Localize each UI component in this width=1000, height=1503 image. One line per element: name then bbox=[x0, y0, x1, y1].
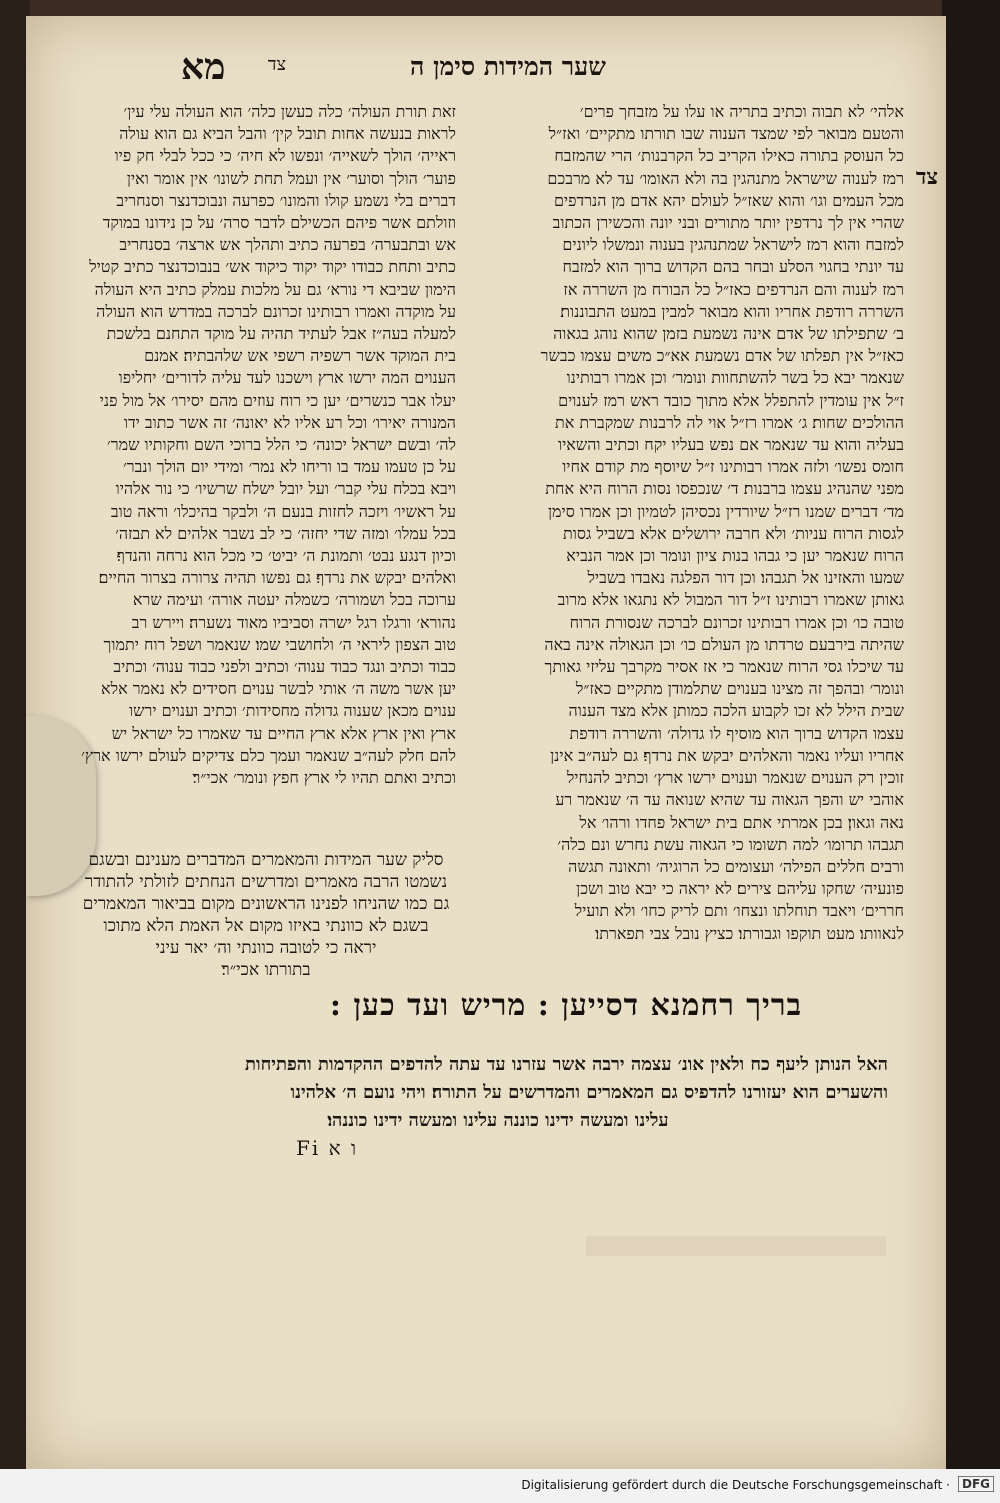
text-line: אוהבי יש והפך הגאוה עד שהיא שנואה עד ה׳ שנאמר רע bbox=[555, 790, 904, 810]
running-title: שער המידות סימן ה bbox=[409, 52, 606, 81]
text-line: לנאוותו׃ מעט תוקפו וגבורתו׃ כציץ נובל צבי תפארתו׃ bbox=[595, 923, 904, 943]
text-line: רמז לענוה שישראל מתנהגין בה ולא האומו׳ עד לא מרבכם bbox=[547, 168, 904, 188]
bleed-through-text bbox=[586, 1236, 886, 1256]
text-line: המנורה יאירו׳ וכל רע אליו לא יאונה׳ זה אשר כתוב ידו bbox=[123, 412, 456, 432]
text-line: ורבים חללים הפילה׳ ועצומים כל הרוגיה׳ ותאונה תגשה bbox=[568, 856, 904, 876]
text-line: לראות בנעשה אחות תובל קין׳ והבל הביא גם הוא עולה bbox=[119, 124, 456, 144]
folio-number: מא bbox=[181, 46, 226, 88]
text-line: בית המוקד אשר רשפיה רשפי אש שלהבתיה׃ אמנם bbox=[144, 346, 456, 366]
closing-paragraph bbox=[76, 849, 456, 981]
text-line: טוב הצפון ליראי ה׳ ולחושבי שמו׃ שנאמר ושפל רוח יתמוך bbox=[103, 634, 456, 654]
text-line: לגסות הרוח עניות׳ ולא חרבה ירושלים אלא בשביל גסות bbox=[563, 523, 904, 543]
text-line: הימון שביבא די נורא׳ גם על מלכות עמלק כתיב היא העולה bbox=[94, 279, 456, 299]
text-line: כאז״ל אין תפלתו של אדם נשמעת אא״כ משים עצמו כבשר bbox=[540, 346, 904, 366]
text-line: נאה וגאון׃ בכן אמרתי אתם בית ישראל פחדו ורהו׳ אל bbox=[579, 812, 904, 832]
text-line: ויבא בכלח עלי קבר׳ ועל יובל ישלח שרשיו׳ כי נור אלהיו bbox=[115, 479, 456, 499]
text-line: ונומר׳ ובהפך זה מצינו בענוים שתלמודן מתקיים כאז״ל bbox=[575, 679, 904, 699]
text-line: ארץ ואין ארץ אלא ארץ החיים עד שאמרו כל ישראל יש bbox=[111, 723, 456, 743]
text-line: שנאמר יבא כל בשר להשתחוות ונומר׳ וכן אמרו רבותינו bbox=[566, 368, 904, 388]
text-line: עד יונתי בחגוי הסלע ובחר בהם הקדוש ברוך הוא למזבח bbox=[562, 257, 904, 277]
text-line: זוכין רק הענוים שנאמר וענוים ירשו ארץ׳ וכתיב להנחיל bbox=[566, 768, 904, 788]
text-line: יען אשר משה ה׳ אותי לבשר ענוים חסידים לא נאמר אלא bbox=[100, 679, 456, 699]
text-line: רמז לענוה והם הנרדפים כאז״ל כל הבורח מן השררה אז bbox=[563, 279, 904, 299]
text-line: למזבח והוא רמז לישראל שמתנהגין בענוה ונמשלו ליונים bbox=[562, 235, 904, 255]
dfg-logo: DFG bbox=[958, 1476, 994, 1492]
margin-mark: צד bbox=[915, 164, 938, 190]
text-line: ראייה׳ הולך לשאייה׳ ונפשו לא חיה׳ כי ככל לבלי חק פיו bbox=[114, 146, 456, 166]
text-line: ז״ל אין עומדין להתפלל אלא מתוך כובד ראש רמז לענוים bbox=[558, 390, 904, 410]
text-line: למעלה בעה״ז אבל לעתיד תהיה על מוקד התחנם בלשכת bbox=[106, 324, 456, 344]
page-header bbox=[26, 46, 946, 92]
text-line: מד׳ דברים שמנו רז״ל שיורדין נכסיהן לטמיון וכן אמרו סימן bbox=[547, 501, 904, 521]
closing-line: בתורתו אכי״ר׃ bbox=[221, 960, 311, 980]
text-line: הענוים המה ירשו ארץ וישכנו לעד עליה לדורים׳ יחליפו bbox=[118, 368, 456, 388]
text-line: פוער׳ הולך וסוער׳ אין ועמל תחת לשונו׳ אין אומר ואין bbox=[126, 168, 456, 188]
text-line: ואלהים יבקש את נרדף׃ גם נפשו תהיה צרורה בצרור החיים׃ bbox=[98, 568, 456, 588]
scan-right-margin bbox=[942, 0, 1000, 1503]
text-line: ענוים מכאן שענוה גדולה מחסידות׳ וכתיב וענוים ירשו bbox=[129, 701, 456, 721]
closing-line: גם כמו שהניחו לפנינו הראשונים מקום בביאור המאמרים bbox=[82, 894, 450, 914]
closing-line: סליק שער המידות והמאמרים המדברים מענינם ובשגם bbox=[88, 850, 444, 870]
text-line: חררים׳ ויאבד תוחלתו ונצחו׳ ותם לריק כחו׳ ולא תועיל bbox=[574, 901, 904, 921]
text-line: שהיתה בירבעם טרדתו מן העולם כו׳ וכן הגאולה אינה באה bbox=[544, 634, 904, 654]
text-line: אחריו ועליו נאמר והאלהים יבקש את נרדף׃ גם לעה״ב אינן bbox=[550, 745, 904, 765]
text-line: עצמו הקדוש ברוך הוא מוסיף לו גדולה׳ והשררה רודפת bbox=[569, 723, 904, 743]
text-line: מפני שהנהיג עצמו ברבנות׃ ד׳ שנכפסו נסות הרוח היא אחת bbox=[545, 479, 904, 499]
colophon-line: והשערים הוא יעזורנו להדפיס גם המאמרים והמדרשים על התורה׃ ויהי נועם ה׳ אלהינו bbox=[290, 1082, 888, 1103]
text-line: על מוקדה ואמרו רבותינו זכרונם לברכה במדרש הוא העולה bbox=[96, 301, 456, 321]
text-column-right bbox=[484, 101, 904, 945]
book-page bbox=[26, 16, 946, 1471]
text-line: אלהי׳ לא תבוה וכתיב בתריה או עלו על מזבחך פרים׳ bbox=[579, 102, 904, 121]
text-line: דברים בלי נשמע קולו והמונו׳ כפרעה ונבוכדנצר וסנחריב bbox=[116, 190, 456, 210]
text-line: ערוכה בכל ושמורה׳ כשמלה יעטה אורה׳ ועימה שרא bbox=[132, 590, 456, 610]
text-line: כל העוסק בתורה כאילו הקריב כל הקרבנות׳ הרי שהמזבח bbox=[554, 146, 904, 166]
text-line: כתיב ותחת כבודו יקוד יקוד כיקוד אש׳ בנבוכדנצר כתיב קטיל bbox=[89, 257, 456, 277]
footer-credit: Digitalisierung gefördert durch die Deutsche Forschungsgemeinschaft · bbox=[521, 1478, 950, 1492]
text-line: כבוד וכתיב ונגד כבוד ענוה׳ וכתיב ולפני כבוד ענוה׳ וכתיב bbox=[113, 657, 456, 677]
text-line: וכיון דנגע נבט׳ ותמונת ה׳ יביט׳ כי מכל הוא נרחה והנדף׃ bbox=[116, 546, 456, 566]
text-line: על ראשיו׳ ויזכה לחזות בנעם ה׳ ולבקר בהיכלו׳ וראה טוב bbox=[110, 501, 456, 521]
closing-line: נשמטו הרבה מאמרים ומדרשים הנחתים לזולתי להתודר bbox=[84, 872, 448, 892]
colophon-line: עלינו ומעשה ידינו כוננה עלינו ומעשה ידינו כוננהו׃ bbox=[327, 1110, 669, 1131]
text-column-left bbox=[76, 101, 456, 789]
text-line: על כן טעמו עמד בו וריחו לא נמר׳ ומידי יום הולך ונבר׳ bbox=[123, 457, 456, 477]
text-line: שמעו והאזינו אל תגבהו׃ וכן דור הפלגה נאבדו בשביל bbox=[587, 568, 904, 588]
colophon-line: האל הנותן ליעף כח ולאין אונ׳ עצמה ירבה אשר עזרנו עד עתה להדפים ההקדמות והפתיחות bbox=[245, 1054, 888, 1075]
text-line: יעלו אבר כנשרים׳ יען כי רוח עוזים מהם יסירו׳ אל מול פני bbox=[99, 390, 456, 410]
text-line: פונעיה׳ שחקו עליהם צירים׃ לא יראה כי יבא טוב ושכן bbox=[576, 879, 904, 899]
text-line: שבית הילל לא זכו לקבוע הלכה כמותן אלא מצד הענוה bbox=[568, 701, 904, 721]
text-line: בכל עמלו׳ ומזה שדי יחזה׳ כי לב נשבר אלהים לא תבזה׳ bbox=[115, 523, 456, 543]
closing-line: יראה כי לטובה כוונתי וה׳ יאר עיני bbox=[155, 938, 377, 958]
digitization-footer bbox=[0, 1469, 1000, 1503]
text-line: וזולתם אשר פיהם הכשילם לדבר סרה׳ על כן נידונו במוקד bbox=[102, 213, 456, 233]
text-line: ב׳ שתפילתו של אדם אינה נשמעת בזמן שהוא נוהג בגאוה bbox=[553, 324, 904, 344]
text-line: להם חלק לעה״ב שנאמר ועמך כלם צדיקים לעולם ירשו ארץ׳ bbox=[81, 745, 456, 765]
text-line: וכתיב ואתם תהיו לי ארץ חפץ ונומר׳ אכי״ר׃ bbox=[192, 768, 456, 788]
text-line: הרוח שנאמר יען כי גבהו בנות ציון ונומר וכן אמר הנביא bbox=[566, 546, 904, 566]
text-line: השררה רודפת אחריו והוא מבואר למבין במעט התבוננות׃ bbox=[560, 301, 904, 321]
text-line: ההולכים שחות׃ ג׳ אמרו רז״ל אוי לה לרבנות שמקברת את bbox=[554, 412, 904, 432]
text-line: בעליה והוא עד שנאמר אם נפש בעליו יקח וכתיב והשאיו bbox=[558, 435, 904, 455]
text-line: חומס נפשו׳ ולזה אמרו רבותינו ז״ל שיוסף מת קודם אחיו bbox=[562, 457, 904, 477]
text-line: לה׳ ובשם ישראל יכונה׳ כי הלל ברוכי השם וחקותיו שמר׳ bbox=[107, 435, 456, 455]
colophon-text bbox=[108, 1051, 888, 1135]
text-line: טובה כו׳ וכן אמרו רבותינו זכרונם לברכה שנסורת הרוח bbox=[569, 612, 904, 632]
text-line: מכל העמים וגו׳ והוא שאז״ל לעולם יהא אדם מן הנרדפים bbox=[553, 190, 904, 210]
text-line: זאת תורת העולה׳ כלה כעשן כלה׳ הוא העולה עלי עין׳ bbox=[123, 102, 456, 121]
running-letters: צד bbox=[267, 54, 286, 75]
text-line: שהרי אין לך נרדפין יותר מתורים ובני יונה והכשירן הכתוב bbox=[552, 213, 904, 233]
text-line: גאותן שאמרו רבותינו ז״ל דור המבול לא נתגאו אלא מרוב bbox=[557, 590, 904, 610]
colophon-heading: בריך רחמנא דסייען : מריש ועד כען : bbox=[329, 988, 803, 1023]
closing-line: בשגם לא כוונתי באיזו מקום אל האמת הלא מתוכו bbox=[103, 916, 429, 936]
fin-mark: Fi ו א bbox=[296, 1136, 359, 1160]
text-line: נהורא׳ ורגלו רגל ישרה וסביביו מאוד נשערה׃ ויירש רב bbox=[131, 612, 456, 632]
text-line: והטעם מבואר לפי שמצד הענוה שבו תורתו מתקיים׳ ואז״ל bbox=[548, 124, 904, 144]
text-line: עד שיכלו גסי הרוח שנאמר כי אז אסיר מקרבך עליזי גאותך bbox=[544, 657, 904, 677]
text-line: אש ובתבערה׳ בפרעה כתיב ותהלך אש ארצה׳ בסנחריב bbox=[119, 235, 456, 255]
text-line: תגבהו תרומו׳ למה תשומו כי הגאוה עשת נחרש ונם כלה׳ bbox=[557, 834, 904, 854]
